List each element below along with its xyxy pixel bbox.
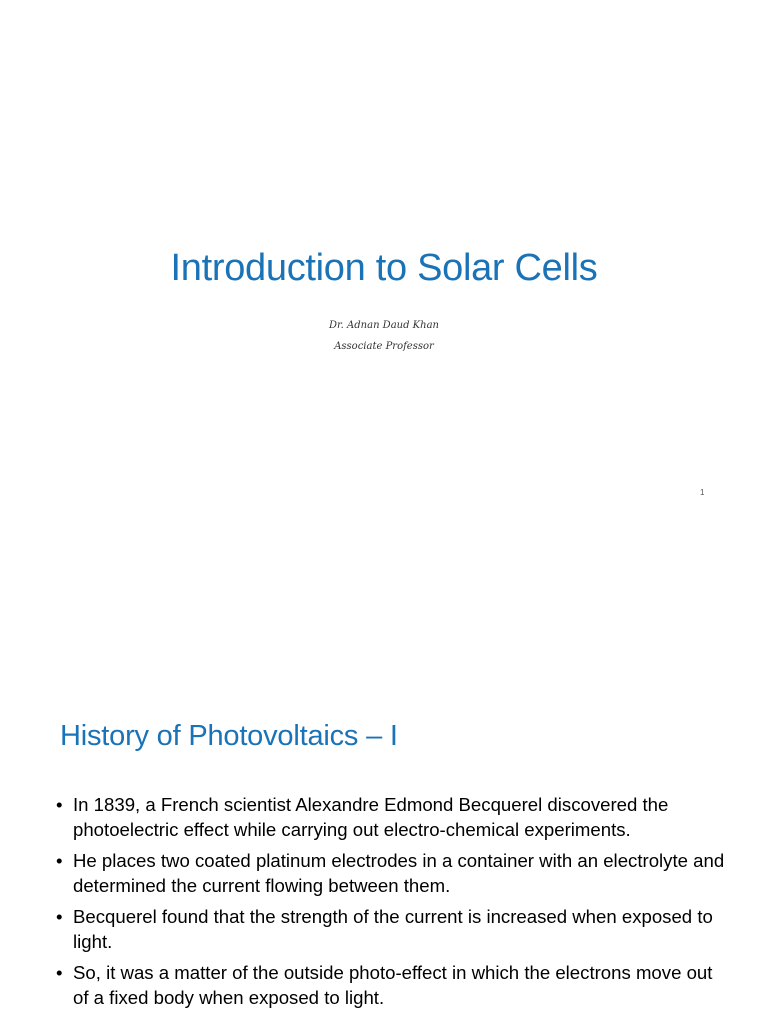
bullet-icon: • [56, 850, 63, 871]
bullet-icon: • [56, 962, 63, 983]
bullet-text: Becquerel found that the strength of the current is increased when exposed to light. [73, 906, 713, 952]
slide-title: Introduction to Solar Cells [170, 247, 598, 289]
slide-heading: History of Photovoltaics – I [60, 720, 398, 752]
bullet-icon: • [56, 906, 63, 927]
content-slide [0, 682, 768, 1024]
author-position: Associate Professor [334, 341, 434, 352]
author-name: Dr. Adnan Daud Khan [328, 320, 439, 331]
list-item [56, 905, 726, 954]
list-item [56, 793, 726, 842]
bullet-text: He places two coated platinum electrodes in a container with an electrolyte and determined the current flowing between them. [73, 850, 725, 896]
bullet-icon: • [56, 794, 63, 815]
bullet-text: In 1839, a French scientist Alexandre Edmond Becquerel discovered the photoelectric effect while carrying out electro-chemical experiments. [73, 794, 669, 840]
list-item [56, 849, 726, 898]
page-number: 1 [700, 488, 705, 497]
list-item [56, 961, 726, 1010]
bullet-list [56, 793, 726, 1017]
bullet-text: So, it was a matter of the outside photo-effect in which the electrons move out of a fixed body when exposed to light. [73, 962, 713, 1008]
